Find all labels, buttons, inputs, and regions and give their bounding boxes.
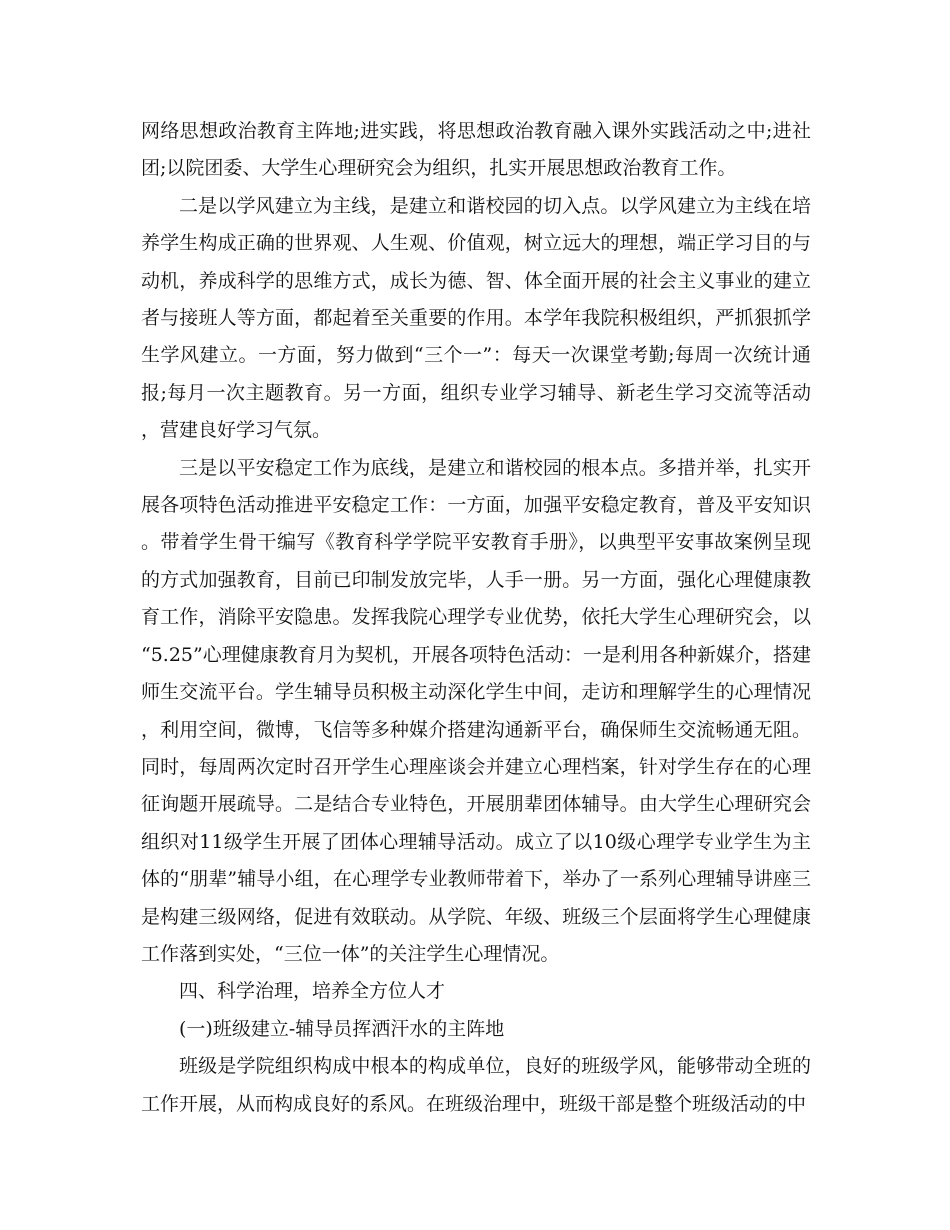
paragraph-safety-stability: 三是以平安稳定工作为底线，是建立和谐校园的根本点。多措并举，扎实开展各项特色活动推进平安稳定工作：一方面，加强平安稳定教育，普及平安知识。带着学生骨干编写《教育科学学院平安教育手册》，以典型平安事故案例呈现的方式加强教育，目前已印制发放完毕，人手一册。另一方面，强化心理健康教育工作，消除平安隐患。发挥我院心理学专业优势，依托大学生心理研究会，以“5.25”心理健康教育月为契机，开展各项特色活动：一是利用各种新媒介，搭建师生交流平台。学生辅导员积极主动深化学生中间，走访和理解学生的心理情况，利用空间，微博，飞信等多种媒介搭建沟通新平台，确保师生交流畅通无阻。同时，每周两次定时召开学生心理座谈会并建立心理档案，针对学生存在的心理征询题开展疏导。二是结合专业特色，开展朋辈团体辅导。由大学生心理研究会组织对11级学生开展了团体心理辅导活动。成立了以10级心理学专业学生为主体的“朋辈”辅导小组，在心理学专业教师带着下，举办了一系列心理辅导讲座三是构建三级网络，促进有效联动。从学院、年级、班级三个层面将学生心理健康工作落到实处，“三位一体”的关注学生心理情况。 — [141, 456, 811, 965]
paragraph-study-style: 二是以学风建立为主线，是建立和谐校园的切入点。以学风建立为主线在培养学生构成正确的世界观、人生观、价值观，树立远大的理想，端正学习目的与动机，养成科学的思维方式，成长为德、智、体全面开展的社会主义事业的建立者与接班人等方面，都起着至关重要的作用。本学年我院积极组织，严抓狠抓学生学风建立。一方面，努力做到“三个一”：每天一次课堂考勤;每周一次统计通报;每月一次主题教育。另一方面，组织专业学习辅导、新老生学习交流等活动，营建良好学习气氛。 — [141, 194, 811, 442]
paragraph-class-unit: 班级是学院组织构成中根本的构成单位，良好的班级学风，能够带动全班的工作开展，从而构成良好的系风。在班级治理中，班级干部是整个班级活动的中 — [141, 1055, 811, 1115]
section-heading-scientific-management: 四、科学治理，培养全方位人才 — [179, 980, 446, 1003]
subsection-heading-class-building: (一)班级建立-辅导员挥洒汗水的主阵地 — [179, 1017, 505, 1040]
paragraph-network-ideology: 网络思想政治教育主阵地;进实践，将思想政治教育融入课外实践活动之中;进社团;以院团委、大学生心理研究会为组织，扎实开展思想政治教育工作。 — [141, 120, 811, 180]
document-body — [141, 113, 811, 1123]
